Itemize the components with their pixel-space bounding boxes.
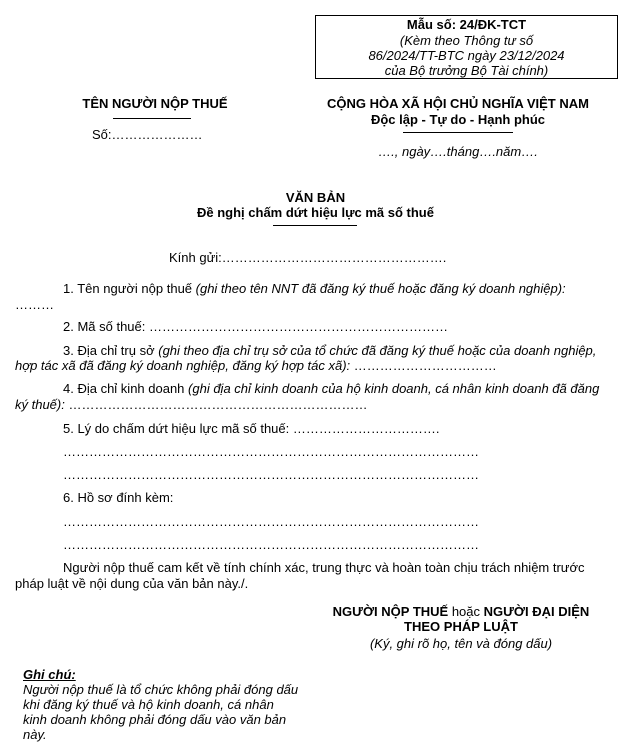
- title-rule: [273, 225, 357, 226]
- form-note-line2: 86/2024/TT-BTC ngày 23/12/2024: [368, 48, 565, 63]
- note-line-1: Người nộp thuế là tổ chức không phải đóng dấu: [23, 682, 299, 697]
- signature-title-1: [306, 604, 616, 620]
- item-5-line-2: ……………………………………………………………………………………: [63, 467, 479, 482]
- item-2: 2. Mã số thuế: ……………………………………………………………: [63, 319, 448, 334]
- item-3-cont: [15, 358, 497, 374]
- item-1-note: (ghi theo tên NNT đã đăng ký thuế hoặc đăng ký doanh nghiệp):: [195, 281, 566, 296]
- form-note-line3: của Bộ trưởng Bộ Tài chính): [384, 63, 549, 78]
- country-name: CỘNG HÒA XÃ HỘI CHỦ NGHĨA VIỆT NAM: [327, 96, 589, 111]
- item-3-note-a: (ghi theo địa chỉ trụ sở của tổ chức đã đăng ký thuế hoặc của doanh nghiệp,: [158, 343, 597, 358]
- item-3-note-b: hợp tác xã đã đăng ký doanh nghiệp, đăng ký hợp tác xã):: [15, 358, 351, 373]
- taxpayer-name-heading: TÊN NGƯỜI NỘP THUẾ: [82, 96, 228, 111]
- signature-hint: (Ký, ghi rõ họ, tên và đóng dấu): [369, 636, 553, 651]
- item-4-note-a: (ghi địa chỉ kinh doanh của hộ kinh doanh, cá nhân kinh doanh đã đăng: [188, 381, 600, 396]
- item-6: 6. Hồ sơ đính kèm:: [63, 490, 174, 505]
- document-number: Số:…………………: [92, 127, 203, 142]
- item-4-dots: ……………………………………………………………: [64, 397, 368, 412]
- item-6-line-2: ……………………………………………………………………………………: [63, 537, 479, 552]
- signature-title-or: hoặc: [451, 604, 481, 619]
- item-4-cont: [15, 397, 367, 413]
- commitment-line-1: Người nộp thuế cam kết về tính chính xác, trung thực và hoàn toàn chịu trách nhiệm trước: [63, 560, 585, 575]
- item-6-line-1: ……………………………………………………………………………………: [63, 514, 479, 529]
- note-line-4: này.: [23, 727, 47, 742]
- form-code: Mẫu số: 24/ĐK-TCT: [406, 17, 527, 32]
- note-line-2: khi đăng ký thuế và hộ kinh doanh, cá nhân: [23, 697, 274, 712]
- item-4-label: 4. Địa chỉ kinh doanh: [63, 381, 189, 396]
- note-line-3: kinh doanh không phải đóng dấu vào văn bản: [23, 712, 287, 727]
- form-note-line1: (Kèm theo Thông tư số: [399, 33, 534, 48]
- item-5-line-1: ……………………………………………………………………………………: [63, 444, 479, 459]
- item-5: 5. Lý do chấm dứt hiệu lực mã số thuế: …………………………….: [63, 421, 440, 436]
- document-title: VĂN BẢN: [285, 190, 346, 205]
- item-1-dots: ………: [15, 297, 54, 312]
- note-title: Ghi chú:: [23, 667, 76, 682]
- item-4: [63, 381, 599, 397]
- commitment-line-2: pháp luật về nội dung của văn bản này./.: [15, 576, 249, 591]
- date-line: …., ngày….tháng….năm….: [378, 144, 538, 159]
- left-header-rule: [113, 118, 191, 119]
- recipient-line: Kính gửi:…………………………………………….: [169, 250, 447, 265]
- item-3-dots: ……………………………: [350, 358, 497, 373]
- right-header-rule: [403, 132, 513, 133]
- item-4-note-b: ký thuế):: [15, 397, 65, 412]
- signature-title-1c: NGƯỜI ĐẠI DIỆN: [480, 604, 590, 619]
- item-1: [63, 281, 566, 297]
- national-motto: Độc lập - Tự do - Hạnh phúc: [370, 112, 546, 127]
- item-1-label: 1. Tên người nộp thuế: [63, 281, 196, 296]
- item-3: [63, 343, 596, 359]
- item-3-label: 3. Địa chỉ trụ sở: [63, 343, 159, 358]
- signature-title-1a: NGƯỜI NỘP THUẾ: [332, 604, 452, 619]
- signature-title-2: THEO PHÁP LUẬT: [404, 619, 518, 634]
- document-subtitle: Đề nghị chấm dứt hiệu lực mã số thuế: [197, 205, 434, 220]
